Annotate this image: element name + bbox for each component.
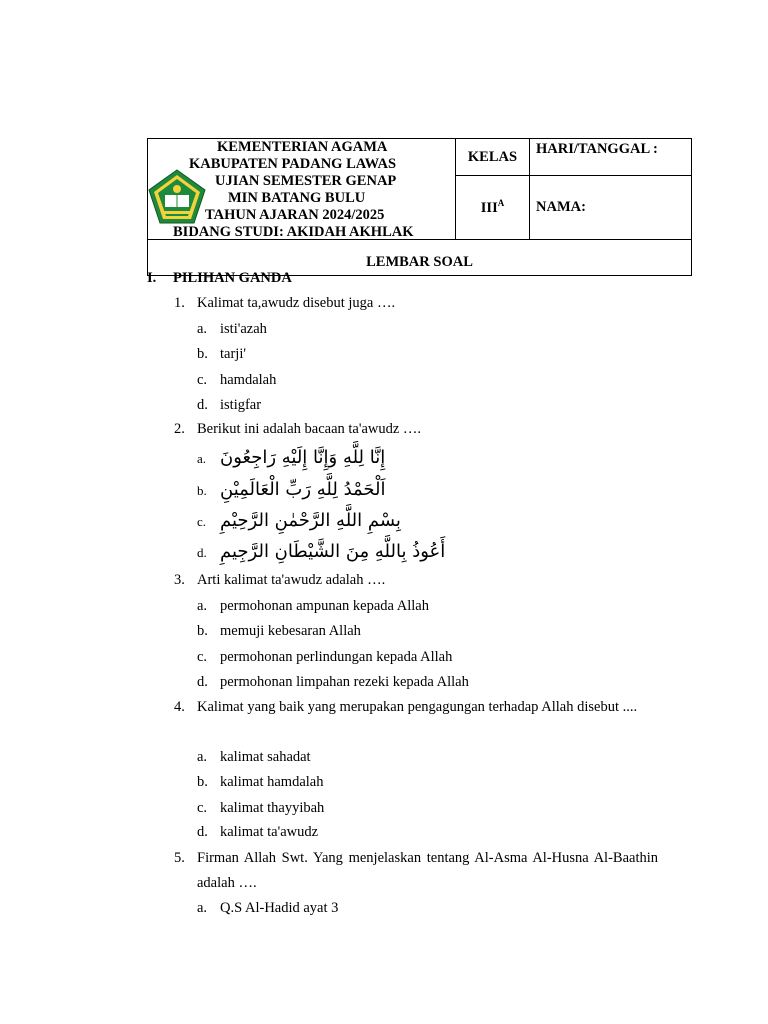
ministry-title: KEMENTERIAN AGAMA [217, 139, 388, 155]
kelas-value: $III^A$ [456, 176, 530, 240]
question-text: Kalimat ta,awudz disebut juga …. [197, 295, 396, 311]
option: b. tarji' [197, 346, 246, 362]
kelas-label: KELAS [456, 139, 530, 176]
option: d. أَعُوذُ بِاللَّهِ مِنَ الشَّيْطَانِ الرَّجِيمِ [197, 541, 446, 562]
option: b. kalimat hamdalah [197, 774, 324, 790]
question-number: 5. [174, 850, 185, 866]
question-number: 3. [174, 572, 185, 588]
section-heading [147, 270, 292, 287]
option: d. istigfar [197, 397, 262, 413]
regency-title: KABUPATEN PADANG LAWAS [189, 156, 397, 172]
header-table [147, 138, 692, 276]
arabic-text: إِنَّا لِلَّهِ وَإِنَّا إِلَيْهِ رَاجِعُونَ [220, 447, 386, 468]
option: b. memuji kebesaran Allah [197, 623, 361, 639]
option: c. kalimat thayyibah [197, 800, 325, 816]
question-4 [174, 695, 658, 720]
academic-year: TAHUN AJARAN 2024/2025 [205, 207, 385, 223]
section-title: PILIHAN GANDA [173, 270, 292, 286]
nama-label: NAMA: [530, 176, 692, 240]
arabic-text: أَعُوذُ بِاللَّهِ مِنَ الشَّيْطَانِ الرَّجِيمِ [220, 541, 446, 562]
school-name: MIN BATANG BULU [228, 190, 366, 206]
option: c. permohonan perlindungan kepada Allah [197, 649, 453, 665]
arabic-text: بِسْمِ اللَّهِ الرَّحْمٰنِ الرَّحِيْمِ [220, 510, 401, 531]
question-number: 4. [174, 699, 185, 715]
question-5 [174, 846, 658, 896]
question-2 [174, 417, 658, 442]
option: a. isti'azah [197, 321, 267, 337]
question-text: Kalimat yang baik yang merupakan pengagungan terhadap Allah disebut .... [197, 699, 638, 715]
school-info-cell [148, 139, 456, 240]
option: d. kalimat ta'awudz [197, 824, 319, 840]
question-text: Arti kalimat ta'awudz adalah …. [197, 572, 386, 588]
question-number: 2. [174, 421, 185, 437]
question-text: Berikut ini adalah bacaan ta'awudz …. [197, 421, 422, 437]
question-text: Firman Allah Swt. Yang menjelaskan tentang Al-Asma Al-Husna Al-Baathin adalah …. [197, 850, 658, 891]
option: c. بِسْمِ اللَّهِ الرَّحْمٰنِ الرَّحِيْمِ [197, 510, 401, 531]
lembar-soal-title: LEMBAR SOAL [148, 240, 692, 276]
kemenag-logo-icon [146, 168, 208, 226]
hari-tanggal-label: HARI/TANGGAL : [530, 139, 692, 176]
subject-title: BIDANG STUDI: AKIDAH AKHLAK [173, 224, 414, 240]
section-number: I. [147, 270, 157, 286]
option: a. permohonan ampunan kepada Allah [197, 598, 429, 614]
question-1 [174, 291, 658, 316]
arabic-text: اَلْحَمْدُ لِلَّهِ رَبِّ الْعَالَمِيْنِ [220, 479, 386, 500]
option: b. اَلْحَمْدُ لِلَّهِ رَبِّ الْعَالَمِيْنِ [197, 479, 386, 500]
option: d. permohonan limpahan rezeki kepada Allah [197, 674, 469, 690]
question-number: 1. [174, 295, 185, 311]
exam-title: UJIAN SEMESTER GENAP [215, 173, 397, 189]
question-3 [174, 568, 658, 593]
kelas-sup: A [497, 198, 505, 209]
option: a. kalimat sahadat [197, 749, 311, 765]
option: c. hamdalah [197, 372, 277, 388]
option: a. إِنَّا لِلَّهِ وَإِنَّا إِلَيْهِ رَاجِعُونَ [197, 447, 386, 468]
option: a. Q.S Al-Hadid ayat 3 [197, 900, 339, 916]
